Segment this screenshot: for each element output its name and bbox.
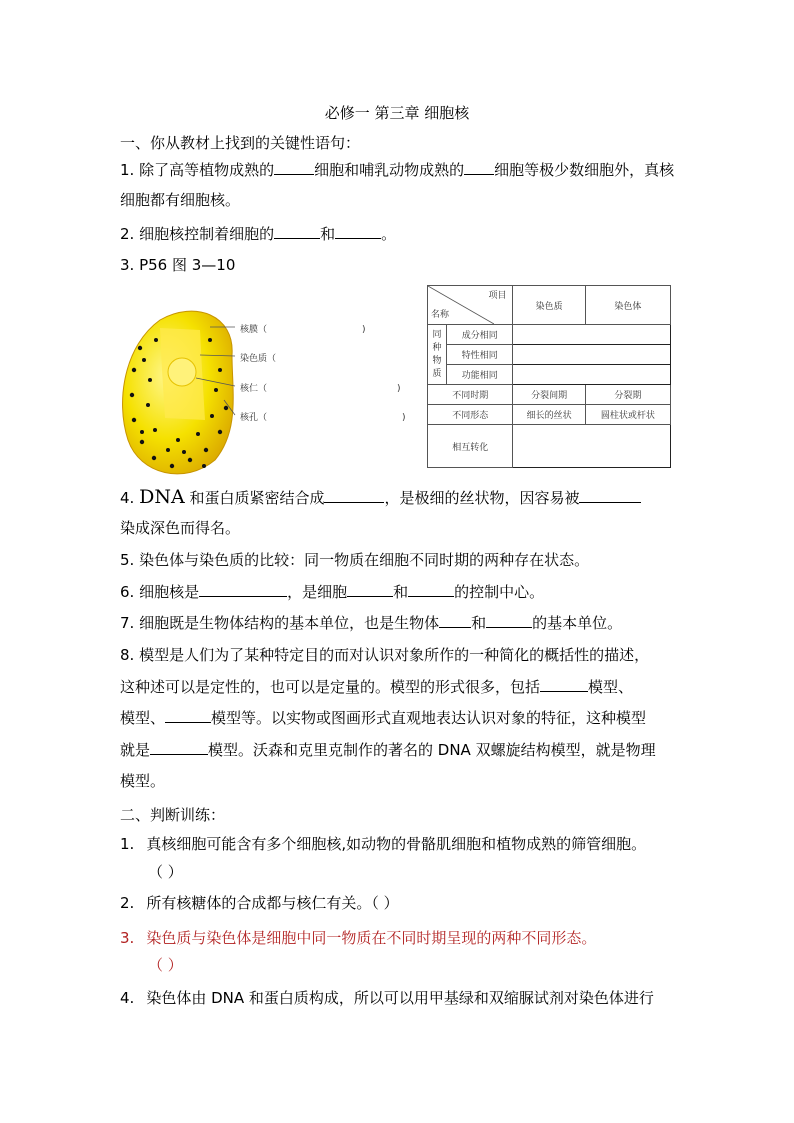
- blank[interactable]: [335, 224, 381, 239]
- judgement-2: 2. 所有核糖体的合成都与核仁有关。（ ）: [120, 894, 399, 912]
- question-3: 3. P56 图 3—10: [120, 256, 236, 274]
- question-8-line-4: 就是 模型。沃森和克里克制作的著名的 DNA 双螺旋结构模型，就是物理: [120, 741, 656, 759]
- same-substance-cell: 同 种 物 质: [428, 325, 447, 385]
- question-8-line-5: 模型。: [120, 772, 166, 790]
- judgement-4: 4. 染色体由 DNA 和蛋白质构成，所以可以用甲基绿和双缩脲试剂对染色体进行: [120, 989, 654, 1007]
- answer-box-function[interactable]: [513, 365, 671, 385]
- row-property: 特性相同: [447, 345, 513, 365]
- judgement-1: 1. 真核细胞可能含有多个细胞核,如动物的骨骼肌细胞和植物成熟的筛管细胞。: [120, 835, 647, 853]
- row-composition: 成分相同: [447, 325, 513, 345]
- row-conversion: 相互转化: [428, 425, 513, 468]
- blank[interactable]: [408, 582, 454, 597]
- blank[interactable]: [150, 740, 208, 755]
- label-nuclear-pore: 核孔（ ): [240, 413, 406, 423]
- blank[interactable]: [165, 708, 211, 723]
- blank[interactable]: [324, 488, 384, 503]
- row-function: 功能相同: [447, 365, 513, 385]
- question-2: 2. 细胞核控制着细胞的 和 。: [120, 225, 397, 243]
- row-diff-shape: 不同形态: [428, 405, 513, 425]
- question-8-line-3: 模型、 模型等。以实物或图画形式直观地表达认识对象的特征，这种模型: [120, 709, 647, 727]
- header-chromatin: 染色质: [513, 286, 585, 325]
- blank[interactable]: [439, 613, 471, 628]
- question-4-line-1: 4. DNA 和蛋白质紧密结合成 ，是极细的丝状物，因容易被: [120, 487, 641, 508]
- page-title: 必修一 第三章 细胞核: [324, 104, 470, 122]
- question-1-line-1: 1. 除了高等植物成熟的 细胞和哺乳动物成熟的 细胞等极少数细胞外，真核: [120, 161, 675, 179]
- label-chromatin: 染色质（: [240, 354, 277, 364]
- question-6: 6. 细胞核是 ，是细胞 和 的控制中心。: [120, 583, 545, 601]
- row-diff-time: 不同时期: [428, 385, 513, 405]
- question-8-line-1: 8. 模型是人们为了某种特定目的而对认识对象所作的一种简化的概括性的描述，: [120, 646, 650, 664]
- blank[interactable]: [486, 613, 532, 628]
- blank[interactable]: [199, 582, 287, 597]
- blank[interactable]: [579, 488, 641, 503]
- nucleus-diagram: [120, 300, 410, 480]
- question-4-line-2: 染成深色而得名。: [120, 519, 241, 537]
- blank[interactable]: [274, 160, 314, 175]
- answer-box-composition[interactable]: [513, 325, 671, 345]
- blank[interactable]: [347, 582, 393, 597]
- judgement-3-answer[interactable]: （ ）: [148, 956, 183, 974]
- judgement-3: 3. 染色质与染色体是细胞中同一物质在不同时期呈现的两种不同形态。: [120, 929, 597, 947]
- table-diagonal-header: 项目 名称: [428, 286, 513, 325]
- answer-box-conversion[interactable]: [513, 425, 671, 468]
- blank[interactable]: [540, 677, 588, 692]
- section-1-heading: 一、你从教材上找到的关键性语句：: [120, 134, 361, 152]
- section-2-heading: 二、判断训练：: [120, 806, 226, 824]
- question-8-line-2: 这种述可以是定性的，也可以是定量的。模型的形式很多，包括 模型、: [120, 678, 634, 696]
- answer-box-property[interactable]: [513, 345, 671, 365]
- question-7: 7. 细胞既是生物体结构的基本单位，也是生物体 和 的基本单位。: [120, 614, 623, 632]
- label-nucleolus: 核仁（ ): [240, 384, 401, 394]
- judgement-1-answer[interactable]: （ ）: [148, 863, 183, 881]
- label-nuclear-envelope: 核膜（ ): [240, 325, 366, 335]
- chromatin-chromosome-table: 项目 名称 染色质 染色体 同 种 物 质 成分相同 特性相同 功能相同 不同时期 分裂间期 分裂期 不同形态 细长的丝状 圆柱状或杆状 相互转化: [427, 285, 671, 468]
- blank[interactable]: [274, 224, 320, 239]
- blank[interactable]: [464, 160, 494, 175]
- header-chromosome: 染色体: [585, 286, 670, 325]
- question-5: 5. 染色体与染色质的比较：同一物质在细胞不同时期的两种存在状态。: [120, 551, 590, 569]
- question-1-line-2: 细胞都有细胞核。: [120, 191, 241, 209]
